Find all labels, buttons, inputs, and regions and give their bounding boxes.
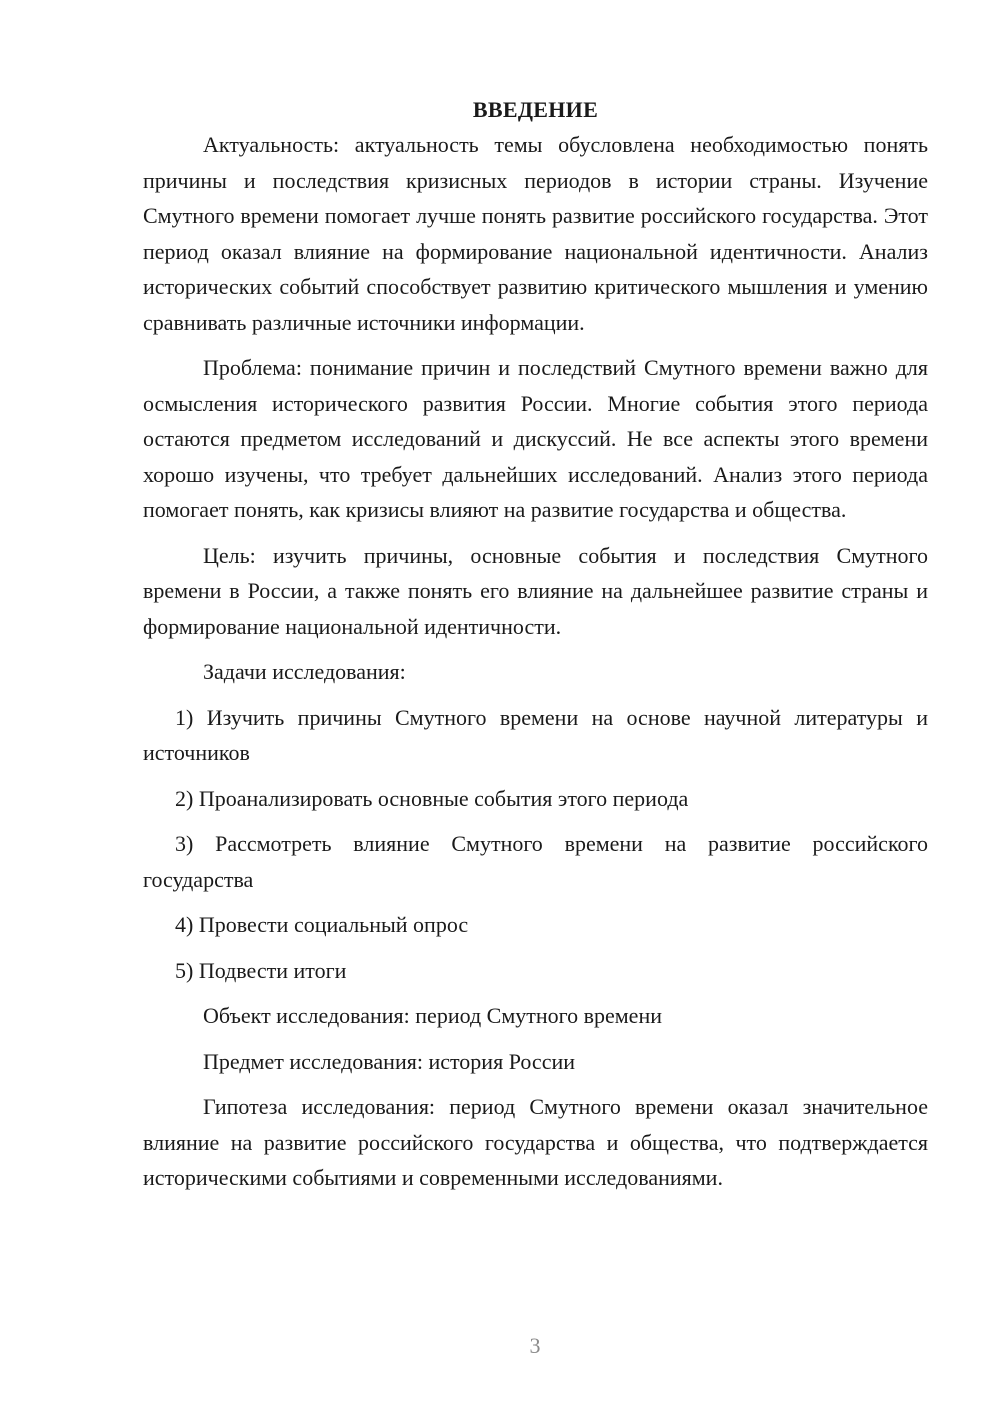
task-item: 1) Изучить причины Смутного времени на основе научной литературы и источников (143, 704, 928, 765)
task-item: 4) Провести социальный опрос (175, 912, 469, 937)
research-subject: Предмет исследования: история России (203, 1048, 576, 1074)
goal-paragraph: Цель: изучить причины, основные события и последствия Смутного времени в России, а также понять его влияние на дальнейшее развитие страны и формирование национальной идентичности. (143, 542, 928, 639)
page-content (143, 92, 928, 1206)
task-item: 2) Проанализировать основные события этого периода (175, 785, 689, 811)
task-item: 5) Подвести итоги (175, 957, 347, 983)
task-item: 3) Рассмотреть влияние Смутного времени на развитие российского государства (143, 831, 928, 892)
page-number: 3 (529, 1333, 541, 1358)
section-heading: ВВЕДЕНИЕ (472, 97, 599, 122)
hypothesis-paragraph: Гипотеза исследования: период Смутного времени оказал значительное влияние на развитие российского государства и общества, что подтверждается историческими событиями и современными исследованиями. (143, 1094, 928, 1190)
relevance-paragraph: Актуальность: актуальность темы обусловлена необходимостью понять причины и последствия кризисных периодов в истории страны. Изучение Смутного времени помогает лучше понять развитие российского государства. Этот период оказал влияние на формирование национальной идентичности. Анализ исторических событий способствует развитию критического мышления и умению сравнивать различные источники информации. (143, 132, 928, 335)
tasks-title: Задачи исследования: (203, 659, 406, 684)
problem-paragraph: Проблема: понимание причин и последствий Смутного времени важно для осмысления исторического развития России. Многие события этого периода остаются предметом исследований и дискуссий. Не все аспекты этого времени хорошо изучены, что требует дальнейших исследований. Анализ этого периода помогает понять, как кризисы влияют на развитие государства и общества. (143, 355, 928, 522)
research-object: Объект исследования: период Смутного времени (203, 1003, 662, 1028)
